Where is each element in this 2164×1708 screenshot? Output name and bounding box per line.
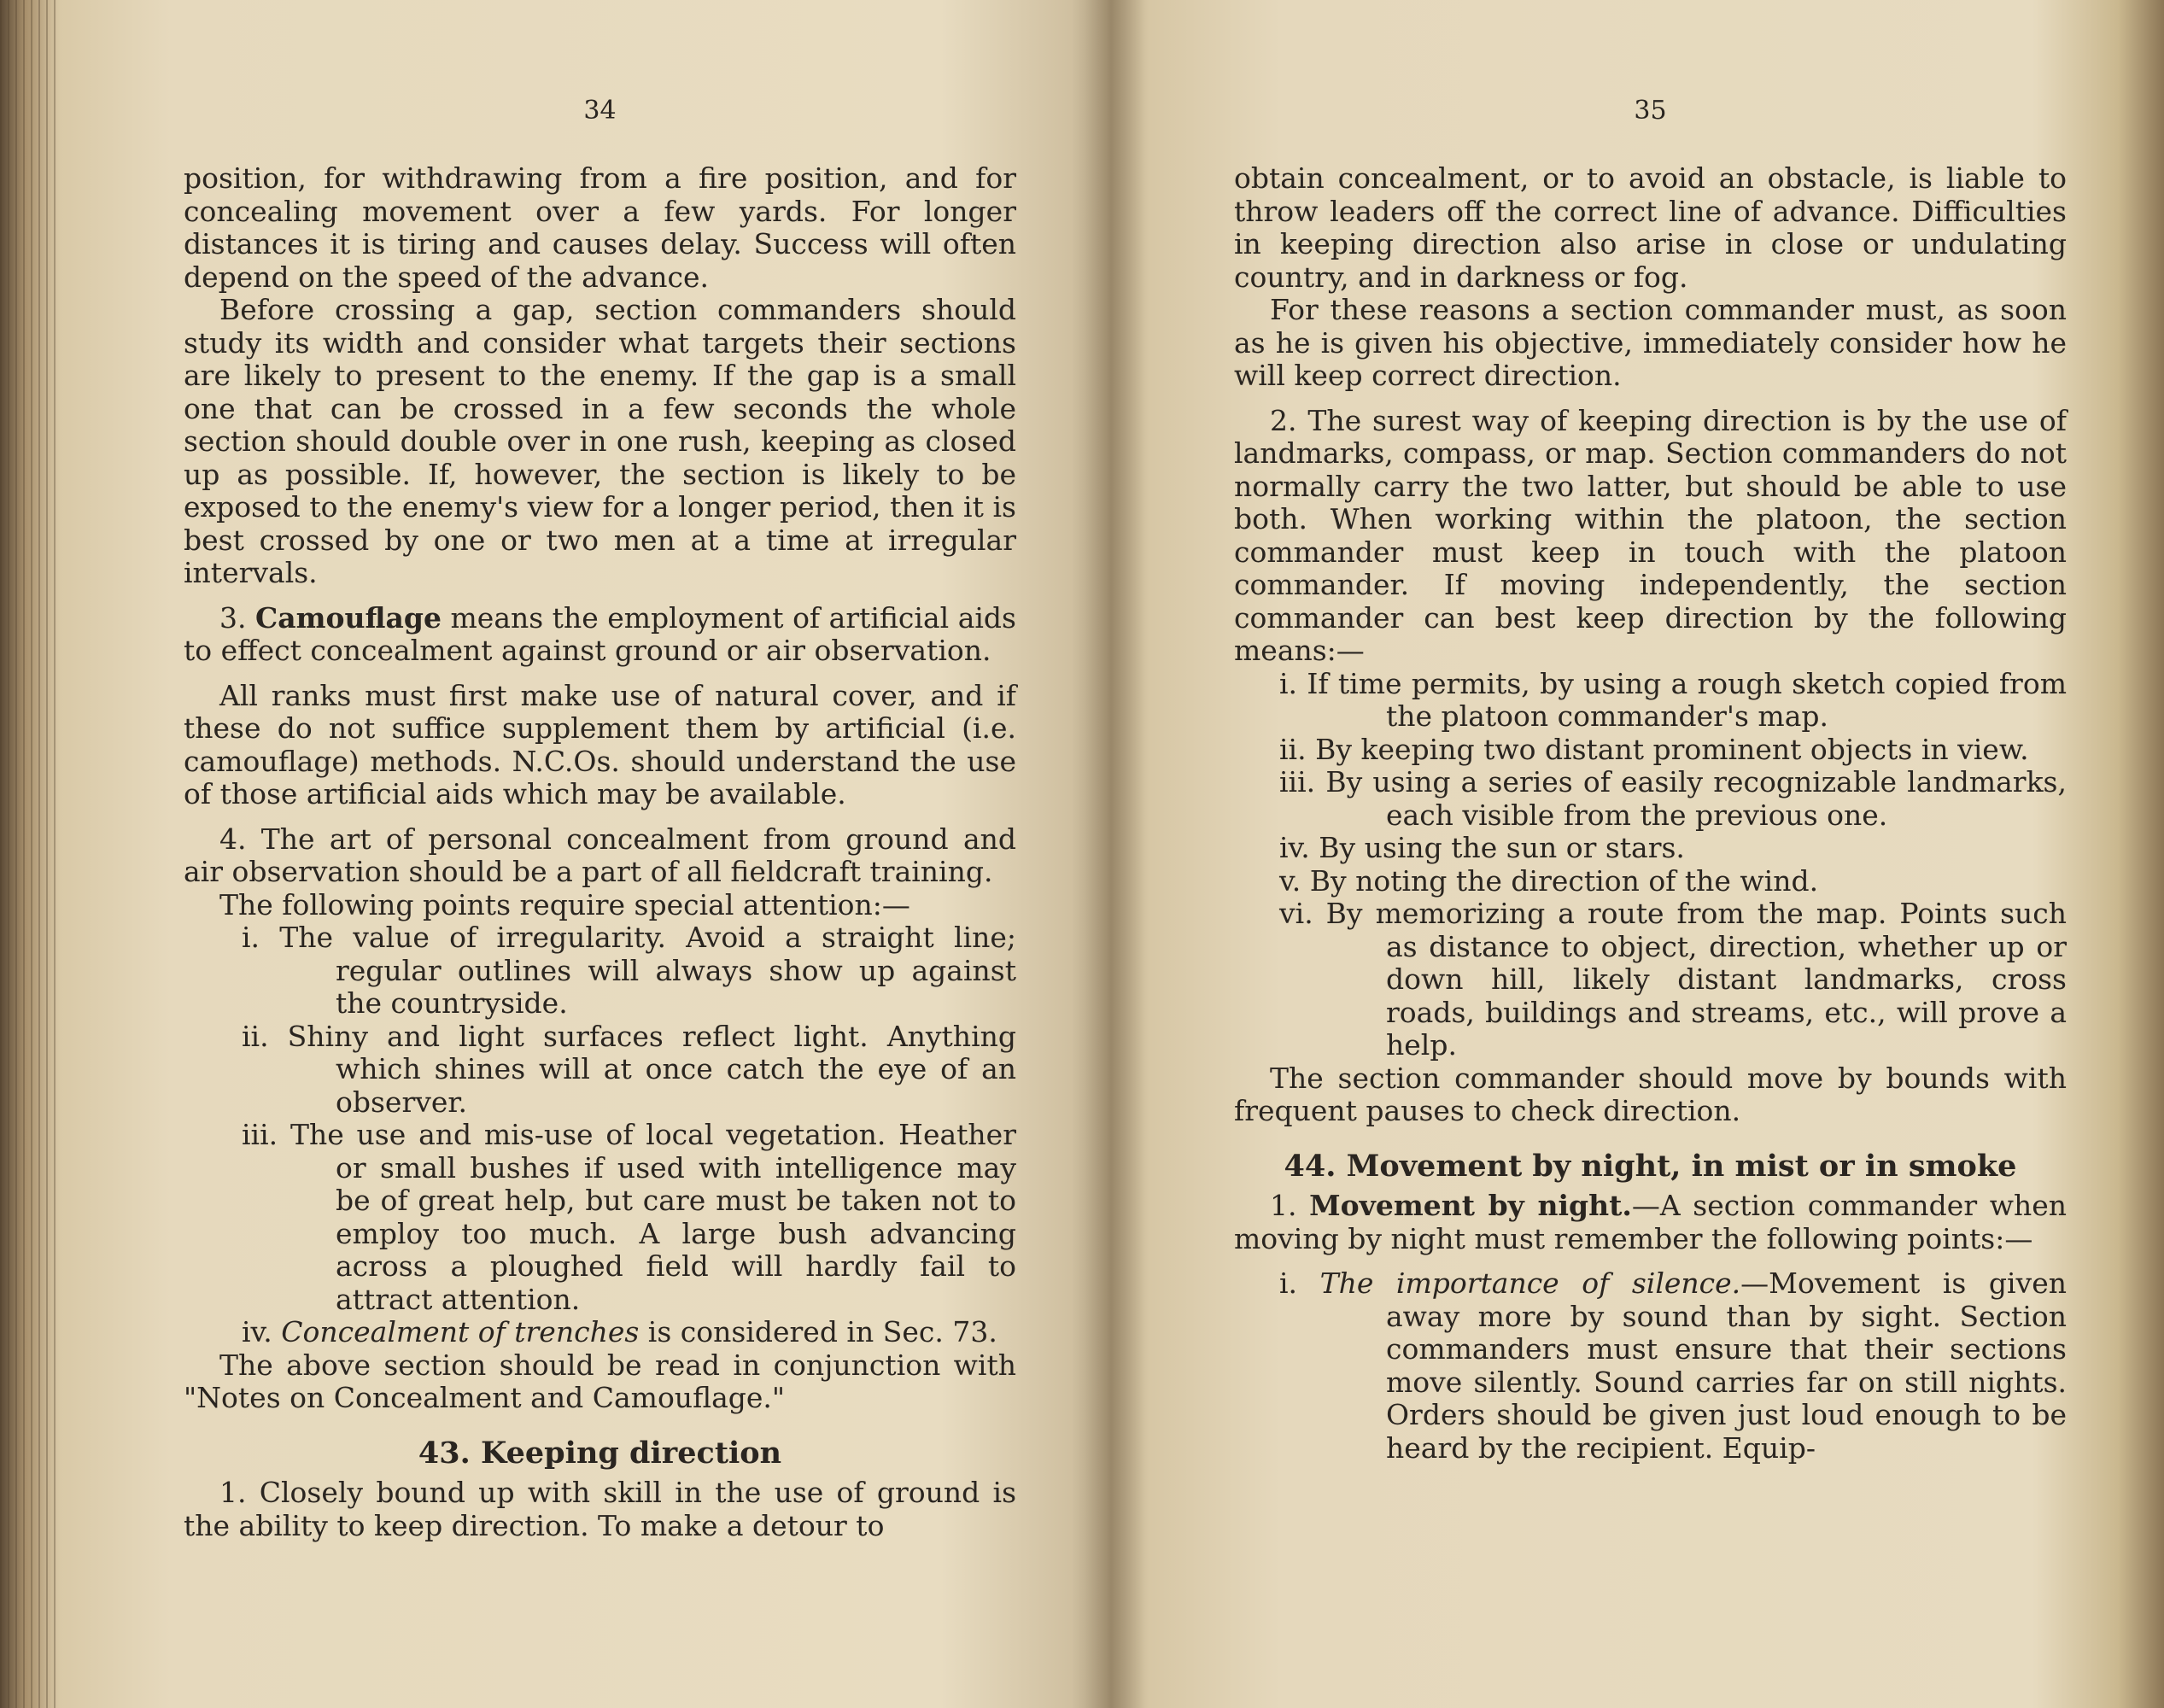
right-page-text: [1234, 162, 2067, 1465]
item-text: —Movement is given away more by sound than by sight. Section commanders must ensure that their sections move silently. Sound carries far on still nights. Orders should be given just loud enough to be heard by the recipient. Equip-: [1386, 1266, 2067, 1465]
list-item: [184, 1316, 1016, 1349]
movement-by-night-term: Movement by night.: [1309, 1189, 1632, 1222]
page-edges: [0, 0, 60, 1708]
right-page: [1234, 0, 2067, 1708]
list-item: iii. The use and mis-use of local vegetation. Heather or small bushes if used with intelligence may be of great help, but care must be taken not to employ too much. A large bush advancing across a ploughed field will hardly fail to attract attention.: [242, 1118, 1016, 1316]
list-item: i. The value of irregularity. Avoid a straight line; regular outlines will always show up against the countryside.: [242, 921, 1016, 1020]
paragraph: 4. The art of personal concealment from ground and air observation should be a part of all fieldcraft training.: [184, 822, 1016, 888]
camouflage-term: Camouflage: [254, 600, 442, 635]
paragraph: position, for withdrawing from a fire position, and for concealing movement over a few yards. For longer distances it is tiring and causes delay. Success will often depend on the speed of the advance.: [184, 161, 1016, 294]
item-number: iv.: [242, 1315, 282, 1348]
page-number-right: 35: [1634, 96, 1667, 126]
list-item: ii. Shiny and light surfaces reflect light. Anything which shines will at once catch the eye of an observer.: [242, 1019, 1016, 1119]
paragraph: Before crossing a gap, section commanders should study its width and consider what targets their sections are likely to present to the enemy. If the gap is a small one that can be crossed in a few seconds the whole section should double over in one rush, keeping as closed up as possible. If, however, the section is likely to be exposed to the enemy's view for a longer period, then it is best crossed by one or two men at a time at irregular intervals.: [184, 293, 1016, 589]
paragraph: All ranks must first make use of natural cover, and if these do not suffice supplement them by artificial (i.e. camouflage) methods. N.C.Os. should understand the use of those artificial aids which may be available.: [184, 678, 1016, 810]
item-italic-term: The importance of silence.: [1319, 1266, 1741, 1300]
list-item: [1234, 1267, 2067, 1465]
para-number: 3.: [219, 600, 255, 635]
para-text: —A section commander when moving by night must remember the following points:—: [1234, 1189, 2067, 1255]
list-item: i. If time permits, by using a rough sketch copied from the platoon commander's map.: [1279, 666, 2067, 733]
para-text: means the employment of artificial aids to effect concealment against ground or air observation.: [184, 600, 1016, 667]
left-page: [184, 0, 1016, 1708]
section-heading: 43. Keeping direction: [418, 1435, 782, 1471]
list-item: vi. By memorizing a route from the map. Points such as distance to object, direction, whether up or down hill, likely distant landmarks, cross roads, buildings and streams, etc., will prove a help.: [1279, 897, 2067, 1062]
paragraph: 2. The surest way of keeping direction is by the use of landmarks, compass, or map. Section commanders do not normally carry the two latter, but should be able to use both. When working within the platoon, the section commander must keep in touch with the platoon commander. If moving independently, the section commander can best keep direction by the following means:—: [1234, 403, 2067, 667]
movement-by-night-paragraph: [1234, 1190, 2067, 1255]
list-item: iv. By using the sun or stars.: [1279, 831, 1685, 864]
item-text: is considered in Sec. 73.: [639, 1315, 997, 1348]
book-gutter: [1072, 0, 1149, 1708]
paragraph: obtain concealment, or to avoid an obstacle, is liable to throw leaders off the correct line of advance. Difficulties in keeping direction also arise in close or undulating country, and in darkness or fog.: [1234, 161, 2067, 294]
item-italic-term: Concealment of trenches: [281, 1315, 640, 1348]
camouflage-paragraph: [184, 602, 1016, 668]
list-item: v. By noting the direction of the wind.: [1279, 863, 1819, 898]
section-heading: 44. Movement by night, in mist or in smoke: [1284, 1148, 2017, 1184]
paragraph: 1. Closely bound up with skill in the use of ground is the ability to keep direction. To make a detour to: [184, 1476, 1016, 1542]
paragraph: The following points require special attention:—: [219, 887, 910, 921]
page-number-left: 34: [583, 96, 617, 126]
paragraph: For these reasons a section commander must, as soon as he is given his objective, immediately consider how he will keep correct direction.: [1234, 293, 2067, 392]
list-item: iii. By using a series of easily recognizable landmarks, each visible from the previous one.: [1279, 765, 2067, 832]
left-page-text: [184, 162, 1016, 1542]
item-number: i.: [1279, 1266, 1320, 1300]
list-item: ii. By keeping two distant prominent objects in view.: [1279, 732, 2029, 766]
para-number: 1.: [1270, 1189, 1310, 1222]
paragraph: The section commander should move by bounds with frequent pauses to check direction.: [1234, 1061, 2067, 1127]
paragraph: The above section should be read in conjunction with "Notes on Concealment and Camouflage.": [184, 1348, 1016, 1414]
